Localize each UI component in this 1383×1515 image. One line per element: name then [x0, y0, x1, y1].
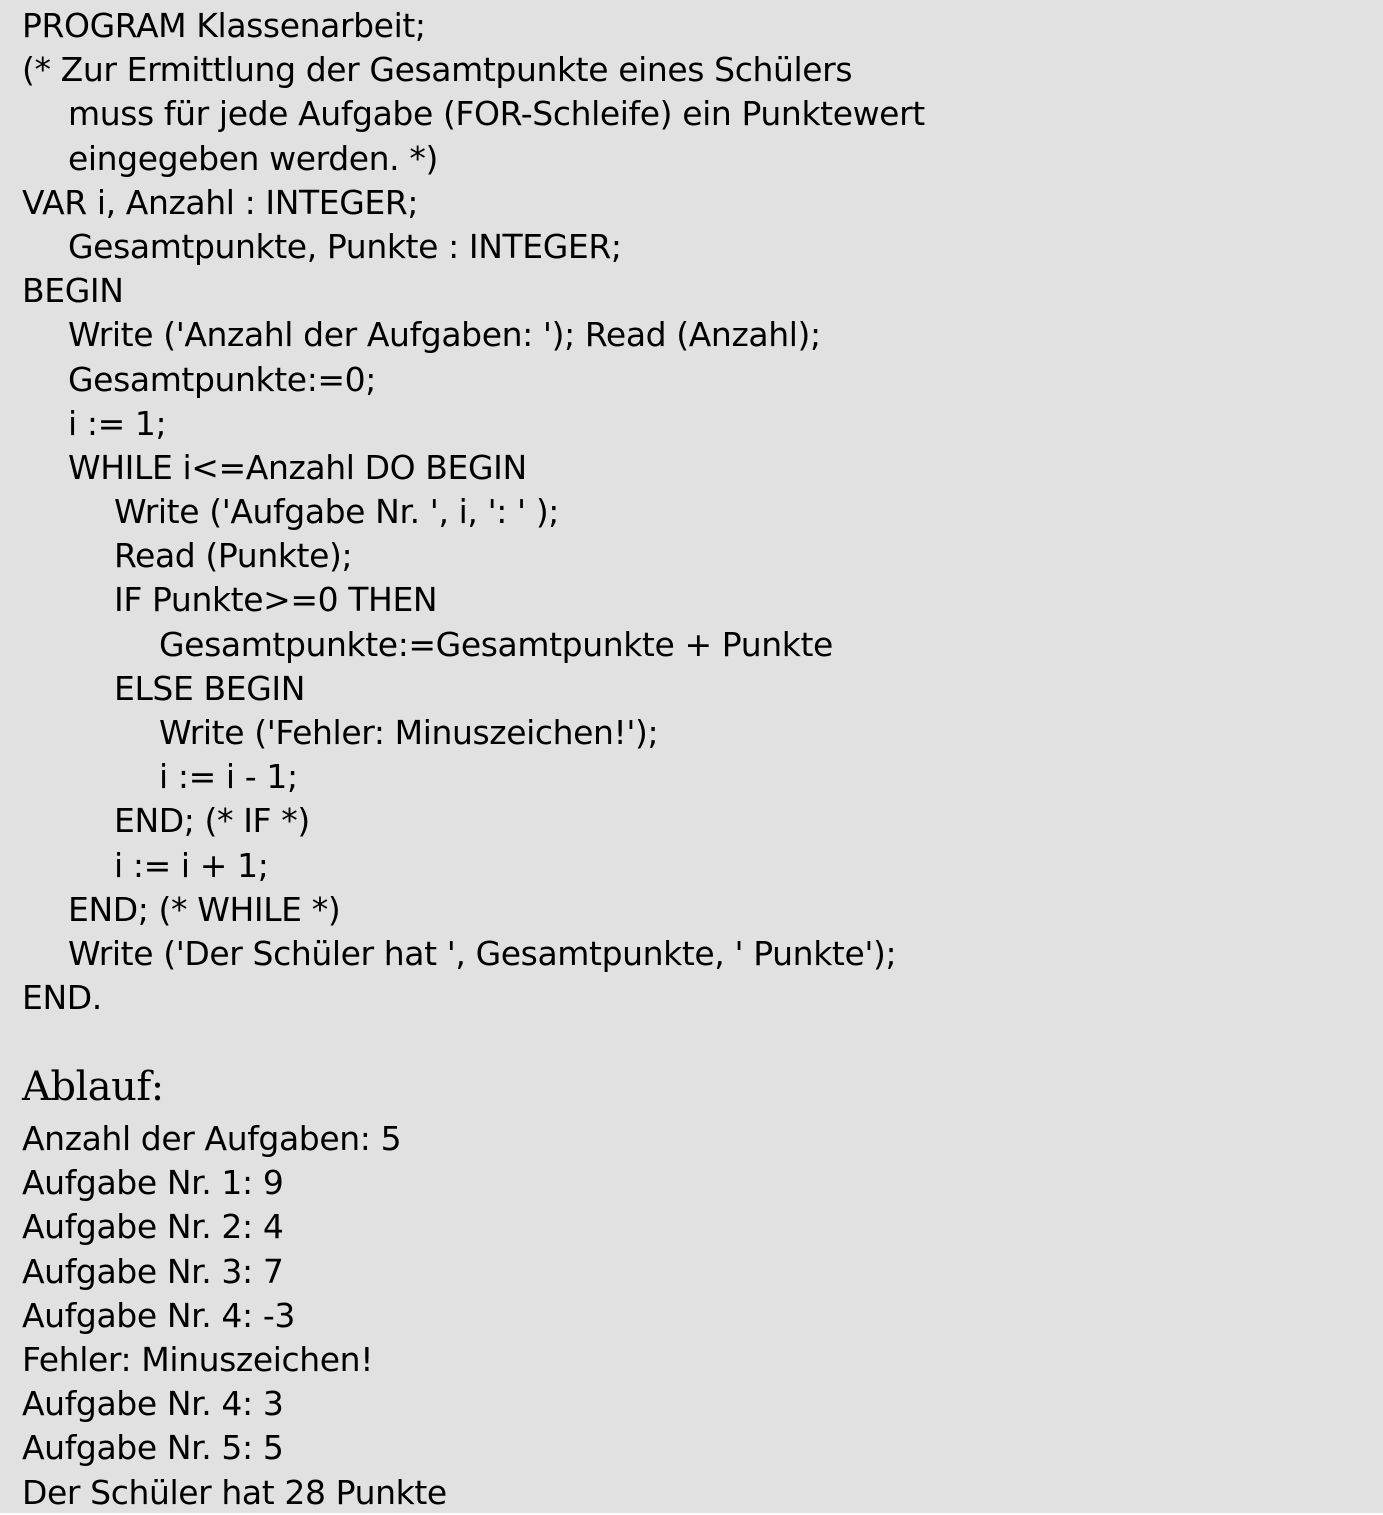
- code-line: PROGRAM Klassenarbeit;: [22, 6, 426, 45]
- code-line: WHILE i<=Anzahl DO BEGIN: [68, 447, 527, 487]
- code-line: END; (* IF *): [114, 801, 310, 841]
- code-comment-line: (* Zur Ermittlung der Gesamtpunkte eines Schülers: [22, 50, 853, 90]
- output-line: Aufgabe Nr. 5: 5: [22, 1428, 284, 1468]
- code-line: Read (Punkte);: [114, 536, 353, 576]
- code-comment-line: eingegeben werden. *): [68, 138, 438, 178]
- output-result-line: Der Schüler hat 28 Punkte: [22, 1472, 447, 1512]
- code-line: Write ('Aufgabe Nr. ', i, ': ' );: [114, 492, 560, 532]
- code-line: IF Punkte>=0 THEN: [114, 580, 438, 620]
- code-line: i := i + 1;: [114, 845, 269, 885]
- output-line: Anzahl der Aufgaben: 5: [22, 1119, 402, 1158]
- output-error-line: Fehler: Minuszeichen!: [22, 1339, 374, 1379]
- code-line: Gesamtpunkte, Punkte : INTEGER;: [68, 226, 622, 266]
- output-line: Aufgabe Nr. 4: -3: [22, 1295, 295, 1335]
- code-line: VAR i, Anzahl : INTEGER;: [22, 182, 419, 222]
- output-line: Aufgabe Nr. 1: 9: [22, 1163, 284, 1203]
- code-line: END; (* WHILE *): [68, 889, 341, 929]
- code-line: Gesamtpunkte:=Gesamtpunkte + Punkte: [159, 624, 833, 664]
- output-line: Aufgabe Nr. 4: 3: [22, 1384, 284, 1424]
- program-output: [22, 1117, 1362, 1515]
- ablauf-heading: Ablauf:: [22, 1064, 164, 1110]
- code-line: i := i - 1;: [159, 757, 298, 797]
- output-line: Aufgabe Nr. 3: 7: [22, 1251, 284, 1291]
- code-line: Write ('Anzahl der Aufgaben: '); Read (Anzahl);: [68, 315, 821, 355]
- code-line: ELSE BEGIN: [114, 668, 306, 708]
- code-line: END.: [22, 978, 102, 1018]
- output-line: Aufgabe Nr. 2: 4: [22, 1207, 284, 1247]
- code-line: Write ('Fehler: Minuszeichen!');: [159, 713, 659, 752]
- code-comment-line: muss für jede Aufgabe (FOR-Schleife) ein Punktewert: [68, 94, 925, 134]
- code-line: i := 1;: [68, 403, 167, 443]
- code-line: Gesamtpunkte:=0;: [68, 359, 376, 399]
- code-line: BEGIN: [22, 271, 124, 311]
- code-line: Write ('Der Schüler hat ', Gesamtpunkte, ' Punkte');: [68, 933, 897, 973]
- program-listing: [22, 4, 1362, 1020]
